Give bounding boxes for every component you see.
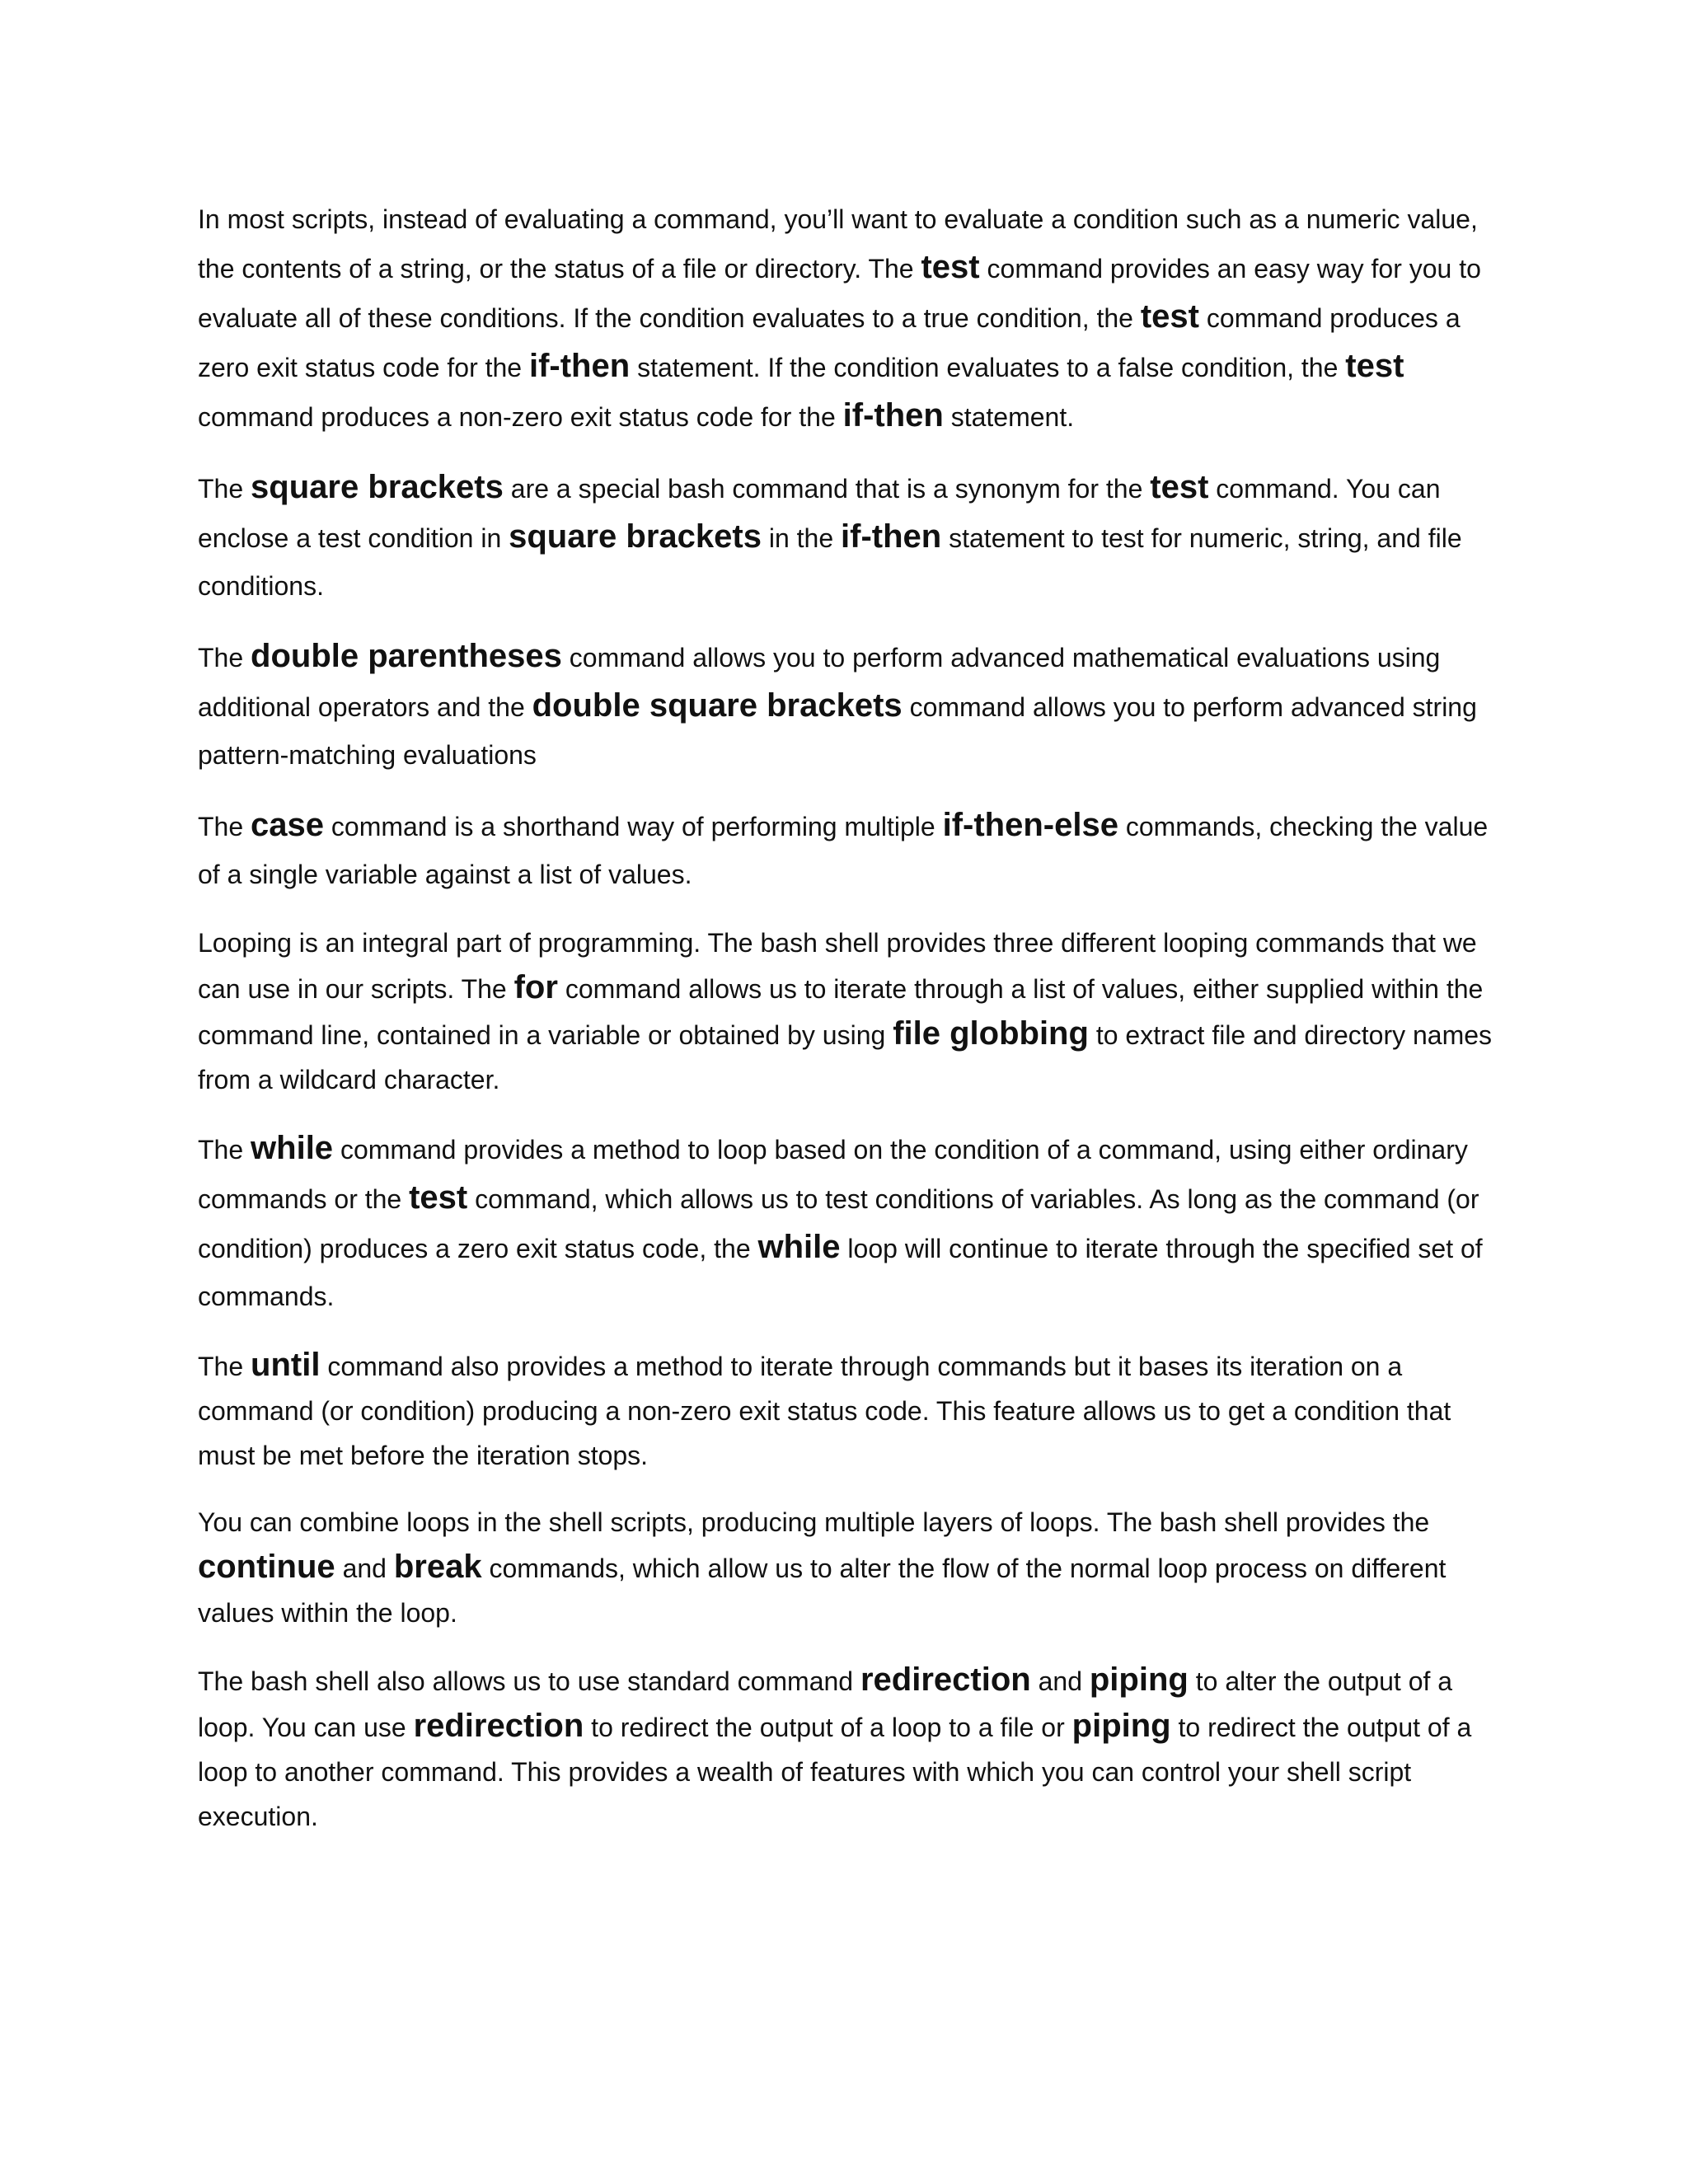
text-run: The — [198, 812, 251, 841]
paragraph-looping — [198, 921, 1500, 1102]
text-run: commands, checking the value of a single variable against a list of values. — [198, 812, 1489, 889]
keyword-piping: piping — [1089, 1661, 1189, 1698]
text-run: statement to test for numeric, string, and file conditions. — [198, 523, 1462, 601]
text-run: commands, which allow us to alter the flow of the normal loop process on different values within the loop. — [198, 1554, 1447, 1628]
paragraph-case-command — [198, 801, 1500, 898]
text-run: command, which allows us to test conditions of variables. As long as the command (or condition) produces a zero exit status code, the — [198, 1184, 1479, 1263]
text-run: and — [335, 1554, 394, 1583]
keyword-for: for — [513, 969, 558, 1005]
keyword-if-then-else: if-then-else — [942, 807, 1118, 843]
keyword-square-brackets: square brackets — [509, 518, 762, 555]
paragraph-while-command — [198, 1124, 1500, 1320]
text-run: command provides a method to loop based on the condition of a command, using either ordinary commands or the — [198, 1135, 1468, 1214]
keyword-if-then: if-then — [528, 348, 631, 384]
keyword-if-then: if-then — [841, 518, 942, 555]
text-run: The — [198, 474, 251, 504]
keyword-file-globbing: file globbing — [893, 1015, 1089, 1052]
text-run: loop will continue to iterate through the specified set of commands. — [198, 1234, 1483, 1311]
keyword-double-parentheses: double parentheses — [251, 638, 562, 674]
text-run: command allows us to iterate through a list of values, either supplied within the command line, contained in a variable or obtained by using — [198, 974, 1484, 1050]
keyword-while: while — [757, 1229, 841, 1265]
text-run: are a special bash command that is a synonym for the — [503, 474, 1151, 504]
text-run: command allows you to perform advanced string pattern-matching evaluations — [198, 692, 1477, 770]
keyword-test: test — [1140, 298, 1199, 335]
paragraph-double-parentheses — [198, 632, 1500, 779]
keyword-redirection: redirection — [413, 1708, 584, 1744]
text-run: The — [198, 1352, 251, 1381]
keyword-if-then: if-then — [842, 397, 944, 434]
text-run: In most scripts, instead of evaluating a command, you’ll want to evaluate a condition such as a numeric value, the contents of a string, or the status of a file or directory. The — [198, 204, 1478, 284]
text-run: statement. — [943, 402, 1075, 432]
paragraph-redirection-piping — [198, 1657, 1500, 1839]
text-run: in the — [761, 523, 842, 553]
keyword-case: case — [251, 807, 325, 843]
text-run: The — [198, 643, 251, 673]
text-run: and — [1030, 1666, 1090, 1696]
document-body — [198, 195, 1500, 1861]
paragraph-until-command — [198, 1343, 1500, 1478]
text-run: command allows you to perform advanced mathematical evaluations using additional operators and the — [198, 643, 1441, 722]
text-run: command provides an easy way for you to evaluate all of these conditions. If the condition evaluates to a true condition, the — [198, 254, 1481, 333]
text-run: The — [198, 1135, 251, 1165]
paragraph-continue-break — [198, 1500, 1500, 1635]
text-run: The bash shell also allows us to use standard command — [198, 1666, 860, 1696]
paragraph-square-brackets — [198, 463, 1500, 610]
text-run: Looping is an integral part of programming. The bash shell provides three different looping commands that we can use in our scripts. The — [198, 928, 1477, 1004]
text-run: command. You can enclose a test condition in — [198, 474, 1441, 553]
keyword-break: break — [393, 1549, 482, 1585]
text-run: command is a shorthand way of performing multiple — [324, 812, 943, 841]
text-run: to redirect the output of a loop to a file or — [584, 1713, 1072, 1742]
keyword-continue: continue — [198, 1549, 335, 1585]
text-run: You can combine loops in the shell scripts, producing multiple layers of loops. The bash shell provides the — [198, 1507, 1430, 1537]
keyword-test: test — [1150, 469, 1209, 505]
text-run: command also provides a method to iterate through commands but it bases its iteration on a command (or condition) producing a non-zero exit status code. This feature allows us to get a condition that must be met before the iteration stops. — [198, 1352, 1451, 1470]
keyword-redirection: redirection — [860, 1661, 1031, 1698]
keyword-square-brackets: square brackets — [251, 469, 504, 505]
keyword-test: test — [409, 1179, 468, 1216]
keyword-double-square-brackets: double square brackets — [532, 687, 903, 724]
text-run: to redirect the output of a loop to another command. This provides a wealth of features with which you can control your shell script execution. — [198, 1713, 1472, 1831]
keyword-piping: piping — [1071, 1708, 1171, 1744]
keyword-until: until — [251, 1347, 321, 1383]
keyword-test: test — [921, 249, 980, 285]
keyword-while: while — [251, 1130, 334, 1166]
text-run: statement. If the condition evaluates to a false condition, the — [630, 353, 1346, 382]
text-run: to extract file and directory names from a wildcard character. — [198, 1020, 1493, 1094]
keyword-test: test — [1345, 348, 1404, 384]
paragraph-test-command — [198, 195, 1500, 441]
text-run: to alter the output of a loop. You can use — [198, 1666, 1453, 1742]
text-run: command produces a non-zero exit status code for the — [198, 402, 843, 432]
text-run: command produces a zero exit status code for the — [198, 303, 1461, 382]
